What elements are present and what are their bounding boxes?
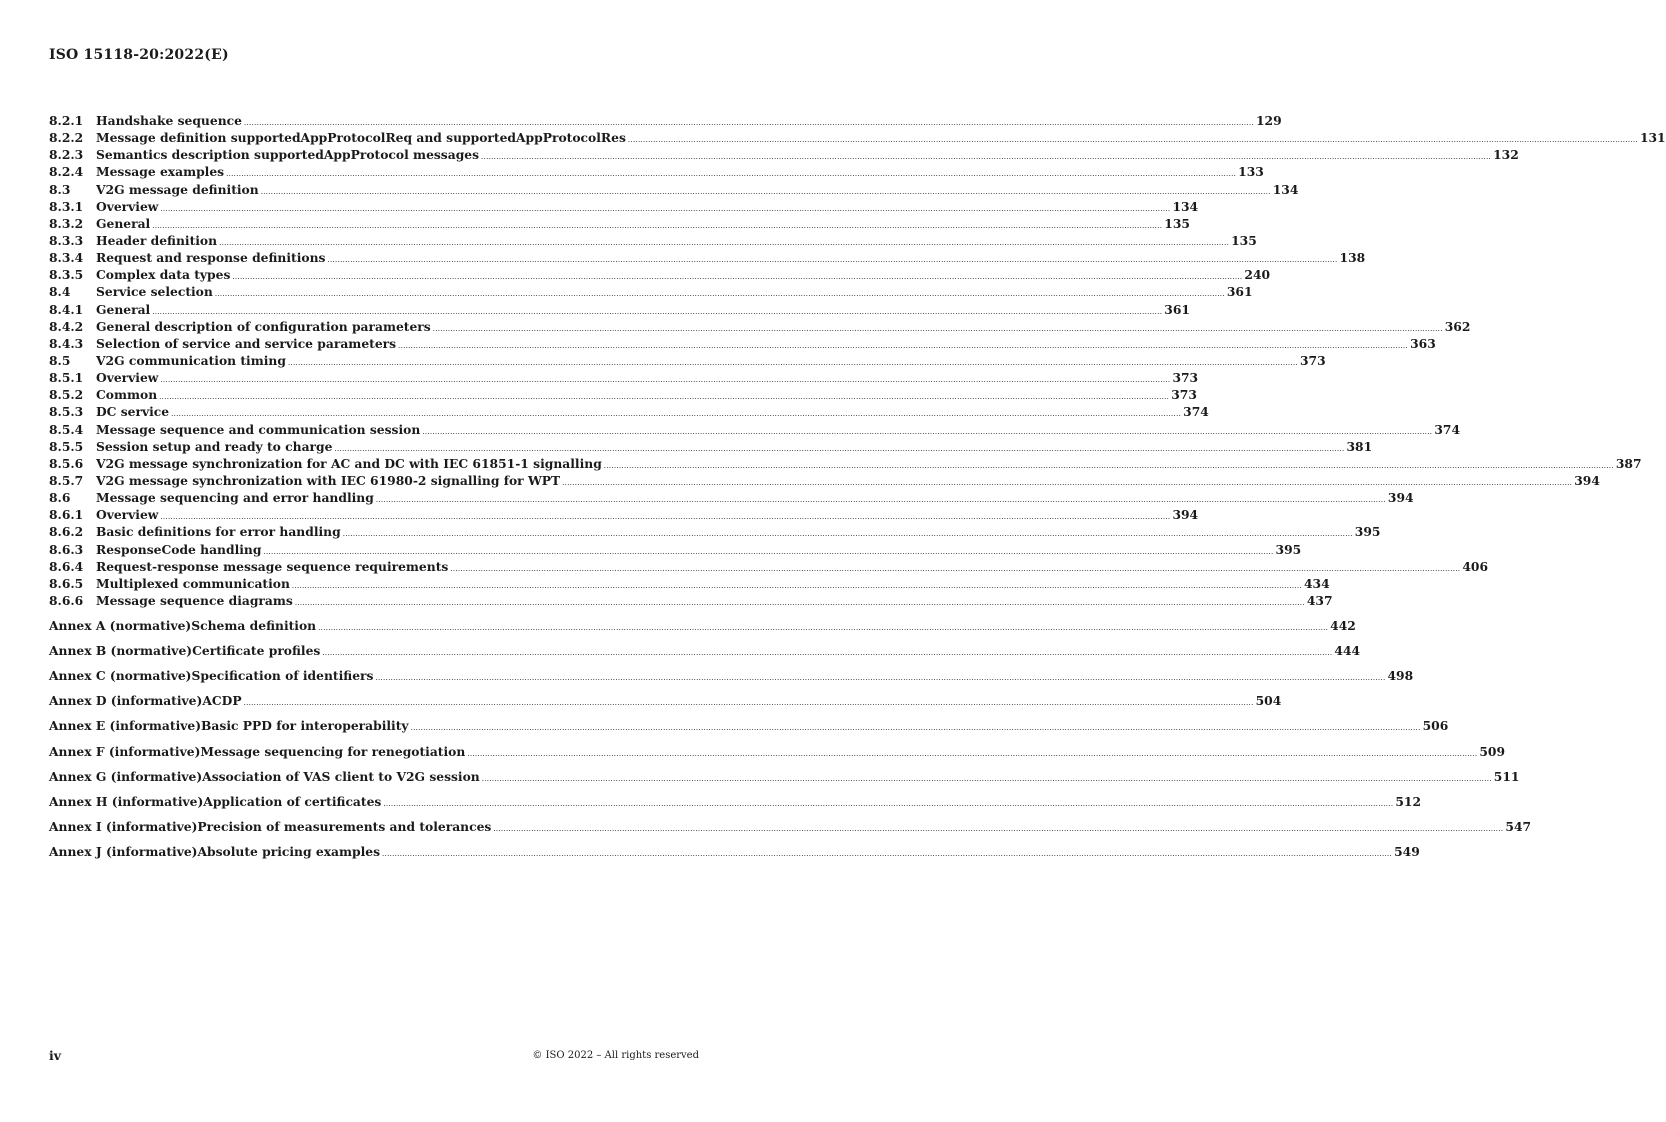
- toc-entry-number: 8.6.1: [49, 507, 84, 523]
- dot-leader: ................................................................................................................................................................................................................................................................................................................................................................................................................: [422, 427, 1433, 436]
- toc-entry-title: Service selection: [96, 284, 213, 300]
- toc-entry-number: 8.5.4: [49, 421, 84, 437]
- toc-entry[interactable]: [49, 301, 1190, 318]
- dot-leader: ................................................................................................................................................................................................................................................................................................................................................................................................................: [375, 674, 1386, 683]
- toc-entry-title: Message sequence diagrams: [96, 592, 293, 608]
- toc-entry-number: 8.3.3: [49, 232, 84, 248]
- dot-leader: ................................................................................................................................................................................................................................................................................................................................................................................................................: [342, 530, 1353, 539]
- dot-leader: ................................................................................................................................................................................................................................................................................................................................................................................................................: [318, 624, 1329, 633]
- annex-label: Annex I (informative): [49, 818, 198, 834]
- toc-entry-title: V2G message synchronization with IEC 61980-2 signalling for WPT: [96, 472, 561, 488]
- toc-entry-page: 395: [1275, 541, 1302, 557]
- toc-entry-title: V2G message definition: [96, 181, 259, 197]
- toc-entry-title: Basic definitions for error handling: [96, 524, 341, 540]
- toc-entry[interactable]: [49, 249, 1366, 266]
- dot-leader: ................................................................................................................................................................................................................................................................................................................................................................................................................: [260, 187, 1271, 196]
- annex-title: Basic PPD for interoperability: [201, 718, 409, 734]
- dot-leader: ................................................................................................................................................................................................................................................................................................................................................................................................................: [327, 256, 1338, 265]
- dot-leader: ................................................................................................................................................................................................................................................................................................................................................................................................................: [171, 410, 1182, 419]
- annex-page: 547: [1505, 818, 1532, 834]
- toc-entry-number: 8.5.3: [49, 404, 84, 420]
- annex-page: 504: [1255, 693, 1282, 709]
- dot-leader: ................................................................................................................................................................................................................................................................................................................................................................................................................: [322, 649, 1333, 658]
- annex-page: 512: [1395, 793, 1422, 809]
- toc-entry-page: 434: [1303, 575, 1330, 591]
- dot-leader: ................................................................................................................................................................................................................................................................................................................................................................................................................: [263, 547, 1274, 556]
- dot-leader: ................................................................................................................................................................................................................................................................................................................................................................................................................: [160, 513, 1171, 522]
- toc-annex-entry[interactable]: [49, 688, 1282, 713]
- dot-leader: ................................................................................................................................................................................................................................................................................................................................................................................................................: [382, 849, 1393, 858]
- toc-entry-number: 8.3.4: [49, 250, 84, 266]
- toc-entry-number: 8.4.2: [49, 318, 84, 334]
- toc-entry-title: Session setup and ready to charge: [96, 438, 333, 454]
- toc-entry-page: 374: [1183, 404, 1209, 420]
- toc-entry-page: 394: [1387, 490, 1414, 506]
- toc-entry-number: 8.6.4: [49, 558, 84, 574]
- annex-label: Annex C (normative): [49, 668, 192, 684]
- toc-entry-title: General description of configuration parameters: [96, 318, 431, 334]
- toc-entry-page: 131: [1639, 130, 1666, 146]
- dot-leader: ................................................................................................................................................................................................................................................................................................................................................................................................................: [226, 170, 1237, 179]
- toc-entry-number: 8.4.1: [49, 301, 84, 317]
- annex-title: Precision of measurements and tolerances: [197, 818, 492, 834]
- toc-entry-page: 133: [1238, 164, 1264, 180]
- annex-page: 498: [1387, 668, 1414, 684]
- toc-entry[interactable]: [49, 558, 1489, 575]
- toc-entry-page: 381: [1346, 438, 1373, 454]
- toc-entry-page: 373: [1172, 370, 1199, 386]
- toc-entry[interactable]: [49, 489, 1414, 506]
- toc-entry-page: 362: [1444, 318, 1471, 334]
- toc-entry-page: 373: [1300, 352, 1326, 368]
- toc-annex-entry[interactable]: [49, 663, 1414, 688]
- dot-leader: ................................................................................................................................................................................................................................................................................................................................................................................................................: [603, 461, 1614, 470]
- dot-leader: ................................................................................................................................................................................................................................................................................................................................................................................................................: [562, 478, 1573, 487]
- dot-leader: ................................................................................................................................................................................................................................................................................................................................................................................................................: [432, 324, 1443, 333]
- toc-entry-page: 138: [1339, 250, 1366, 266]
- toc-entry[interactable]: [49, 369, 1199, 386]
- toc-entry-number: 8.5: [49, 352, 71, 368]
- annex-page: 506: [1422, 718, 1449, 734]
- annex-label: Annex B (normative): [49, 643, 193, 659]
- toc-entry[interactable]: [49, 198, 1199, 215]
- toc-entry-title: Common: [96, 387, 158, 403]
- toc-entry-page: 394: [1172, 507, 1199, 523]
- annex-title: ACDP: [202, 693, 242, 709]
- toc-entry-number: 8.6.3: [49, 541, 84, 557]
- toc-entry-number: 8.2.3: [49, 147, 84, 163]
- copyright-notice: © ISO 2022 – All rights reserved: [532, 1050, 699, 1061]
- toc-entry[interactable]: [49, 232, 1257, 249]
- toc-entry[interactable]: [49, 163, 1264, 180]
- toc-entry-number: 8.3.2: [49, 215, 84, 231]
- toc-entry-number: 8.2.1: [49, 113, 84, 128]
- dot-leader: ................................................................................................................................................................................................................................................................................................................................................................................................................: [291, 581, 1302, 590]
- dot-leader: ................................................................................................................................................................................................................................................................................................................................................................................................................: [398, 341, 1409, 350]
- toc-entry-title: General: [96, 301, 151, 317]
- toc-annex-entry[interactable]: [49, 789, 1422, 814]
- toc-entry-page: 134: [1172, 198, 1199, 214]
- toc-entry[interactable]: [49, 506, 1199, 523]
- dot-leader: ................................................................................................................................................................................................................................................................................................................................................................................................................: [467, 749, 1478, 758]
- dot-leader: ................................................................................................................................................................................................................................................................................................................................................................................................................: [383, 799, 1394, 808]
- toc-entry-title: Overview: [96, 507, 159, 523]
- dot-leader: ................................................................................................................................................................................................................................................................................................................................................................................................................: [232, 273, 1243, 282]
- toc-entry[interactable]: [49, 592, 1333, 609]
- toc-entry-title: Multiplexed communication: [96, 575, 290, 591]
- annex-label: Annex H (informative): [49, 793, 204, 809]
- dot-leader: ................................................................................................................................................................................................................................................................................................................................................................................................................: [294, 598, 1305, 607]
- annex-title: Absolute pricing examples: [197, 843, 381, 859]
- toc-annex-entry[interactable]: [49, 638, 1361, 663]
- toc-entry-title: Request and response definitions: [96, 250, 326, 266]
- toc-entry-number: 8.4: [49, 284, 71, 300]
- toc-entry[interactable]: [49, 421, 1461, 438]
- dot-leader: ................................................................................................................................................................................................................................................................................................................................................................................................................: [160, 376, 1171, 385]
- toc-entry-number: 8.2.4: [49, 164, 84, 180]
- toc-entry[interactable]: [49, 386, 1197, 403]
- toc-entry-number: 8.5.7: [49, 472, 84, 488]
- toc-entry-number: 8.4.3: [49, 335, 84, 351]
- annex-page: 511: [1493, 768, 1520, 784]
- dot-leader: ................................................................................................................................................................................................................................................................................................................................................................................................................: [410, 724, 1421, 733]
- toc-entry-title: Semantics description supportedAppProtocol messages: [96, 147, 480, 163]
- annex-title: Specification of identifiers: [191, 668, 374, 684]
- toc-entry-number: 8.6.2: [49, 524, 84, 540]
- toc-entry-number: 8.2.2: [49, 130, 84, 146]
- dot-leader: ................................................................................................................................................................................................................................................................................................................................................................................................................: [481, 774, 1492, 783]
- toc-annex-entry[interactable]: [49, 713, 1449, 738]
- toc-entry-title: Message sequencing and error handling: [96, 490, 374, 506]
- toc-entry-title: Message sequence and communication session: [96, 421, 421, 437]
- annex-label: Annex A (normative): [49, 618, 192, 634]
- annex-label: Annex F (informative): [49, 743, 201, 759]
- toc-entry-title: Complex data types: [96, 267, 231, 283]
- dot-leader: ................................................................................................................................................................................................................................................................................................................................................................................................................: [219, 238, 1230, 247]
- toc-entry-page: 361: [1164, 301, 1190, 317]
- toc-entry-number: 8.5.5: [49, 438, 84, 454]
- annex-label: Annex E (informative): [49, 718, 202, 734]
- dot-leader: ................................................................................................................................................................................................................................................................................................................................................................................................................: [375, 496, 1386, 505]
- toc-entry-number: 8.6.5: [49, 575, 84, 591]
- toc-annex-entry[interactable]: [49, 613, 1356, 638]
- toc-entry-title: Request-response message sequence requirements: [96, 558, 449, 574]
- toc-entry-title: Selection of service and service parameters: [96, 335, 397, 351]
- toc-annex-entry[interactable]: [49, 764, 1520, 789]
- document-id-header: ISO 15118-20:2022(E): [49, 47, 229, 63]
- toc-entry-number: 8.3.1: [49, 198, 84, 214]
- dot-leader: ................................................................................................................................................................................................................................................................................................................................................................................................................: [152, 307, 1163, 316]
- toc-entry-page: 394: [1574, 472, 1600, 488]
- annex-title: Schema definition: [191, 618, 317, 634]
- toc-entry[interactable]: [49, 129, 1666, 146]
- toc-entry[interactable]: [49, 181, 1299, 198]
- toc-entry[interactable]: [49, 215, 1190, 232]
- toc-entry[interactable]: [49, 266, 1271, 283]
- toc-entry-number: 8.5.2: [49, 387, 84, 403]
- toc-entry[interactable]: [49, 112, 1282, 129]
- toc-entry[interactable]: [49, 541, 1302, 558]
- toc-entry-page: 135: [1231, 232, 1257, 248]
- dot-leader: ................................................................................................................................................................................................................................................................................................................................................................................................................: [152, 221, 1163, 230]
- toc-entry-page: 240: [1244, 267, 1271, 283]
- toc-annex-entry[interactable]: [49, 814, 1532, 839]
- dot-leader: ................................................................................................................................................................................................................................................................................................................................................................................................................: [493, 824, 1504, 833]
- toc-entry[interactable]: [49, 438, 1373, 455]
- dot-leader: ................................................................................................................................................................................................................................................................................................................................................................................................................: [450, 564, 1461, 573]
- toc-entry-title: Message definition supportedAppProtocolReq and supportedAppProtocolRes: [96, 130, 626, 146]
- toc-entry[interactable]: [49, 335, 1436, 352]
- toc-entry-title: Header definition: [96, 232, 218, 248]
- toc-entry-number: 8.5.1: [49, 370, 84, 386]
- toc-entry-title: V2G message synchronization for AC and DC with IEC 61851-1 signalling: [96, 455, 602, 471]
- toc-entry-page: 129: [1256, 113, 1282, 128]
- toc-entry-title: Overview: [96, 198, 159, 214]
- annex-title: Message sequencing for renegotiation: [200, 743, 466, 759]
- toc-entry[interactable]: [49, 146, 1519, 163]
- toc-entry-number: 8.5.6: [49, 455, 84, 471]
- toc-entry-page: 406: [1462, 558, 1489, 574]
- toc-entry-page: 373: [1171, 387, 1197, 403]
- toc-annex-entry[interactable]: [49, 839, 1420, 864]
- table-of-contents: [49, 112, 1666, 864]
- toc-entry-page: 134: [1272, 181, 1299, 197]
- toc-entry-page: 132: [1493, 147, 1519, 163]
- toc-entry[interactable]: [49, 575, 1330, 592]
- annex-page: 549: [1394, 843, 1420, 859]
- annex-title: Certificate profiles: [192, 643, 321, 659]
- toc-entry-title: Overview: [96, 370, 159, 386]
- toc-entry-number: 8.6: [49, 490, 71, 506]
- dot-leader: ................................................................................................................................................................................................................................................................................................................................................................................................................: [481, 153, 1492, 162]
- dot-leader: ................................................................................................................................................................................................................................................................................................................................................................................................................: [243, 699, 1254, 708]
- toc-entry[interactable]: [49, 403, 1209, 420]
- toc-entry[interactable]: [49, 283, 1253, 300]
- annex-page: 442: [1330, 618, 1356, 634]
- toc-entry-number: 8.3: [49, 181, 71, 197]
- toc-entry[interactable]: [49, 352, 1326, 369]
- toc-entry-page: 361: [1226, 284, 1253, 300]
- toc-entry-page: 437: [1306, 592, 1333, 608]
- dot-leader: ................................................................................................................................................................................................................................................................................................................................................................................................................: [160, 204, 1171, 213]
- dot-leader: ................................................................................................................................................................................................................................................................................................................................................................................................................: [243, 119, 1254, 127]
- toc-entry-page: 374: [1434, 421, 1461, 437]
- toc-annex-entry[interactable]: [49, 739, 1506, 764]
- annex-page: 444: [1334, 643, 1361, 659]
- toc-entry-title: Handshake sequence: [96, 113, 242, 128]
- dot-leader: ................................................................................................................................................................................................................................................................................................................................................................................................................: [214, 290, 1225, 299]
- annex-label: Annex D (informative): [49, 693, 203, 709]
- toc-entry[interactable]: [49, 318, 1471, 335]
- toc-entry-title: General: [96, 215, 151, 231]
- annex-label: Annex J (informative): [49, 843, 198, 859]
- toc-entry-page: 395: [1354, 524, 1381, 540]
- toc-entry[interactable]: [49, 523, 1381, 540]
- toc-entry[interactable]: [49, 472, 1600, 489]
- toc-entry-number: 8.6.6: [49, 592, 84, 608]
- page-number: iv: [49, 1048, 62, 1063]
- annex-label: Annex G (informative): [49, 768, 203, 784]
- annex-title: Association of VAS client to V2G session: [202, 768, 480, 784]
- toc-entry-number: 8.3.5: [49, 267, 84, 283]
- toc-entry-title: DC service: [96, 404, 170, 420]
- toc-entry-page: 387: [1615, 455, 1642, 471]
- toc-entry-title: Message examples: [96, 164, 225, 180]
- annex-page: 509: [1479, 743, 1506, 759]
- dot-leader: ................................................................................................................................................................................................................................................................................................................................................................................................................: [627, 136, 1638, 145]
- toc-entry-title: ResponseCode handling: [96, 541, 262, 557]
- dot-leader: ................................................................................................................................................................................................................................................................................................................................................................................................................: [287, 358, 1298, 367]
- dot-leader: ................................................................................................................................................................................................................................................................................................................................................................................................................: [334, 444, 1345, 453]
- toc-entry-page: 363: [1410, 335, 1436, 351]
- dot-leader: ................................................................................................................................................................................................................................................................................................................................................................................................................: [159, 393, 1170, 402]
- annex-title: Application of certificates: [203, 793, 382, 809]
- toc-entry-title: V2G communication timing: [96, 352, 286, 368]
- toc-entry[interactable]: [49, 455, 1642, 472]
- toc-entry-page: 135: [1164, 215, 1190, 231]
